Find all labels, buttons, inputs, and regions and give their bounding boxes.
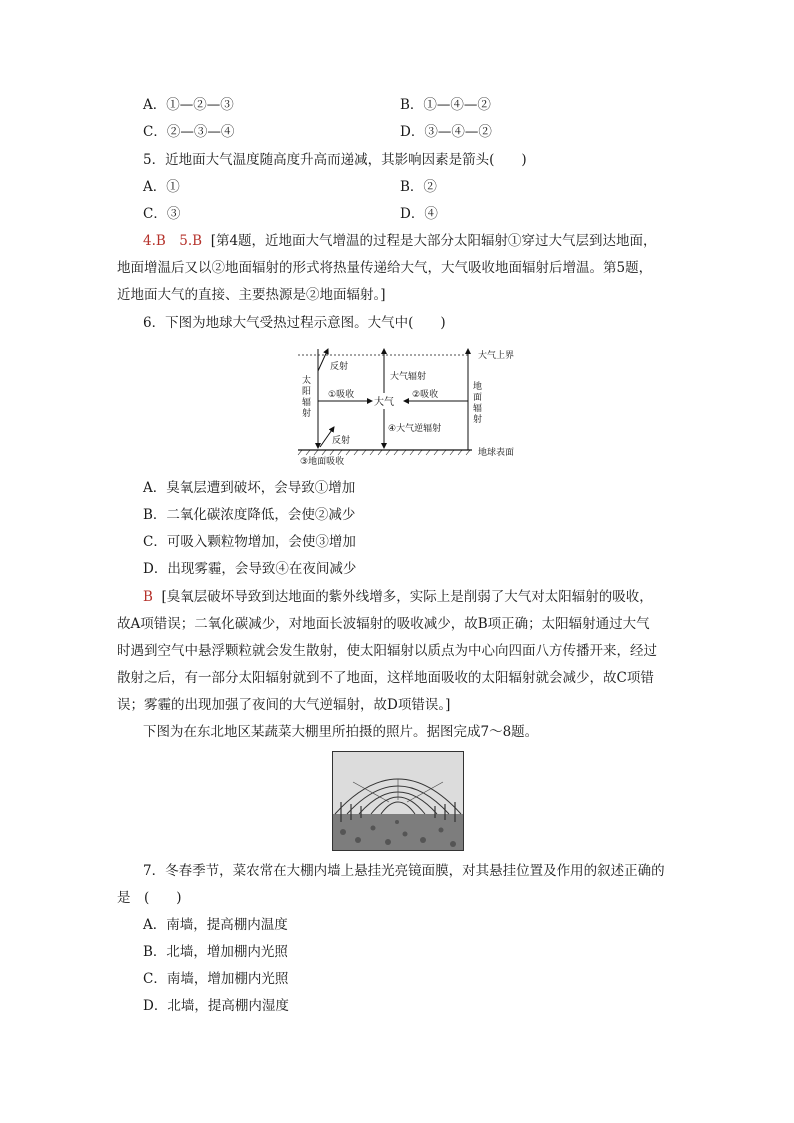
q7-option-c: C．南墙，增加棚内光照	[143, 971, 289, 987]
atmosphere-heating-diagram	[292, 343, 532, 465]
q5-option-d: D．④	[400, 206, 438, 222]
q6-stem: 6．下图为地球大气受热过程示意图。大气中( )	[143, 315, 446, 331]
answer-6-line1	[143, 588, 653, 606]
answer-6-line4: 散射之后，有一部分太阳辐射就到不了地面，这样地面吸收的太阳辐射就会减少，故C项错	[117, 670, 654, 686]
ground-radiation-label: 地面辐射	[473, 382, 483, 425]
q6-option-d: D．出现雾霾，会导致④在夜间减少	[143, 561, 357, 577]
counter-radiation-label: ④大气逆辐射	[388, 424, 442, 434]
q4-option-d: D．③—④—②	[400, 124, 492, 140]
q7-option-b: B．北墙，增加棚内光照	[143, 944, 288, 960]
reflect-top-arrow	[318, 349, 328, 371]
q7-option-a: A．南墙，提高棚内温度	[143, 917, 288, 933]
q7-option-d: D．北墙，提高棚内湿度	[143, 998, 289, 1014]
answer-6-text1: [臭氧层破坏导致到达地面的紫外线增多，实际上是削弱了大气对太阳辐射的吸收，	[161, 589, 653, 605]
answer-4-5-text1: [第4题，近地面大气增温的过程是大部分太阳辐射①穿过大气层到达地面，	[210, 233, 657, 249]
q4-option-c: C．②—③—④	[143, 124, 235, 140]
greenhouse-photo	[332, 751, 464, 851]
absorb-2-label: ②吸收	[412, 390, 439, 400]
answer-4-5-key: 4.B 5.B	[143, 233, 203, 249]
answer-4-5-line1	[143, 232, 657, 250]
reflect-bottom-label: 反射	[332, 436, 351, 446]
q5-option-c: C．③	[143, 206, 181, 222]
atmosphere-label: 大气	[374, 397, 394, 408]
answer-6-key: B	[143, 589, 153, 605]
answer-6-line5: 误；雾霾的出现加强了夜间的大气逆辐射，故D项错误。]	[117, 697, 451, 713]
q7-stem-line1: 7．冬春季节，菜农常在大棚内墙上悬挂光亮镜面膜，对其悬挂位置及作用的叙述正确的	[143, 863, 665, 879]
reflect-top-label: 反射	[330, 362, 349, 372]
q6-option-c: C．可吸入颗粒物增加，会使③增加	[143, 534, 356, 550]
answer-6-line2: 故A项错误；二氧化碳减少，对地面长波辐射的吸收减少，故B项正确；太阳辐射通过大气	[117, 616, 650, 632]
ground-absorb-label: ③地面吸收	[300, 457, 345, 465]
q5-option-b: B．②	[400, 179, 437, 195]
answer-6-line3: 时遇到空气中悬浮颗粒就会发生散射，使太阳辐射以质点为中心向四面八方传播开来，经过	[117, 643, 657, 659]
surface-label: 地球表面	[478, 448, 515, 458]
solar-radiation-label: 太阳辐射	[302, 376, 312, 419]
ground-hatching	[298, 450, 470, 455]
upper-boundary-label: 大气上界	[478, 351, 515, 361]
q7-stem-line2: 是 ( )	[117, 890, 182, 906]
q4-option-b: B．①—④—②	[400, 97, 491, 113]
absorb-1-label: ①吸收	[328, 390, 355, 400]
q4-option-a: A．①—②—③	[143, 97, 234, 113]
q6-option-a: A．臭氧层遭到破坏，会导致①增加	[143, 480, 356, 496]
atm-radiation-label: 大气辐射	[390, 372, 427, 382]
answer-4-5-line2: 地面增温后又以②地面辐射的形式将热量传递给大气，大气吸收地面辐射后增温。第5题，	[117, 260, 653, 276]
intro-7-8: 下图为在东北地区某蔬菜大棚里所拍摄的照片。据图完成7～8题。	[143, 724, 539, 740]
answer-4-5-line3: 近地面大气的直接、主要热源是②地面辐射。]	[117, 287, 386, 303]
q5-stem: 5．近地面大气温度随高度升高而递减，其影响因素是箭头( )	[143, 152, 527, 168]
q5-option-a: A．①	[143, 179, 180, 195]
q6-option-b: B．二氧化碳浓度降低，会使②减少	[143, 507, 356, 523]
